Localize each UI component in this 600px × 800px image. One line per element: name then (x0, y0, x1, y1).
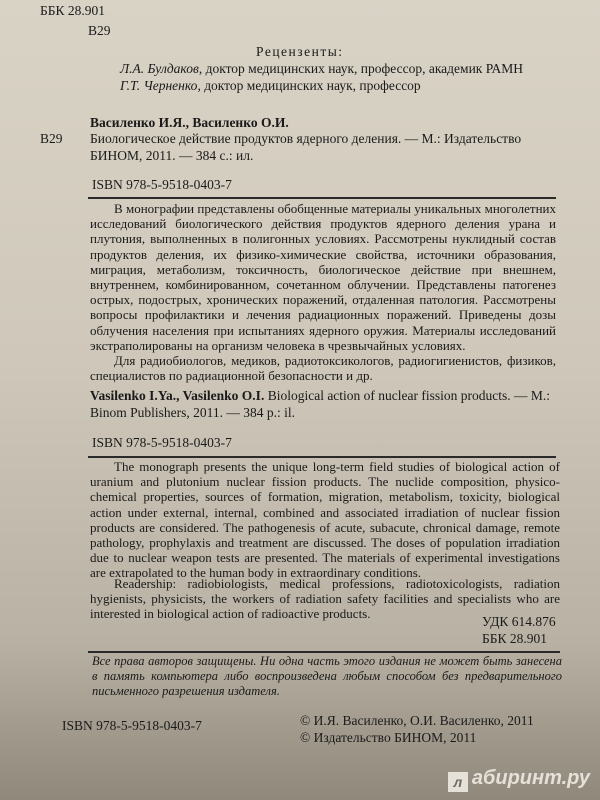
en-title: Biological action of nuclear fission products. — M.: (264, 388, 551, 403)
ru-library-code: В29 (40, 131, 63, 146)
udk-code: УДК 614.876 (482, 614, 556, 629)
bbk-code: ББК 28.901 (482, 631, 548, 646)
reviewers-title: Рецензенты: (256, 44, 344, 59)
en-isbn: ISBN 978-5-9518-0403-7 (92, 435, 232, 450)
reviewer-name: Л.А. Булдаков (120, 61, 199, 76)
labirint-logo-icon: л (448, 772, 468, 792)
reviewer-line-2 (120, 78, 421, 94)
reviewer-desc: , доктор медицинских наук, профессор, академик РАМН (198, 61, 524, 76)
reviewer-line-1 (120, 61, 523, 77)
copyright-authors: © И.Я. Василенко, О.И. Василенко, 2011 (300, 713, 534, 728)
divider (88, 456, 556, 458)
en-title-line-2: Binom Publishers, 2011. — 384 p.: il. (90, 405, 296, 420)
copyright-publisher: © Издательство БИНОМ, 2011 (300, 730, 477, 745)
library-code-top: В29 (88, 23, 111, 38)
reviewer-name: Г.Т. Черненко (120, 78, 198, 93)
watermark-text: абиринт.ру (471, 767, 590, 789)
ru-isbn: ISBN 978-5-9518-0403-7 (92, 177, 232, 192)
footer-isbn: ISBN 978-5-9518-0403-7 (62, 718, 202, 733)
divider (88, 651, 560, 653)
en-authors: Vasilenko I.Ya., Vasilenko O.I. (90, 388, 265, 403)
divider (88, 197, 556, 199)
bbk-code-top: ББК 28.901 (40, 3, 106, 18)
ru-abstract: В монографии представлены обобщенные материалы уникальных многолетних исследований биологического действия продуктов ядерного деления урана и плутония, выполненных в полигонных условиях. Рассмотрены нуклидный состав продуктов деления, их физико-химические свойства, источники образования, миграция, метаболизм, токсичность, биологическое действие при внешнем, внутреннем, комбинированном, сочетанном облучении. Представлены патогенез острых, подострых, хронических поражений, отдаленная патология. Рассмотрены вопросы профилактики и лечения радиационных поражений. Приведены дозы облучения населения при испытаниях ядерного оружия. Материалы исследований экстраполированы на организм человека в чрезвычайных условиях. (90, 201, 556, 353)
en-readership: Readership: radiobiologists, medical professions, radiotoxicologists, radiation hygienists, physicists, the workers of radiation safety facilities and specialists who are interested in biological action of radioactive products. (90, 576, 560, 622)
ru-title-line-2: БИНОМ, 2011. — 384 с.: ил. (90, 148, 254, 163)
ru-title-line-1: Биологическое действие продуктов ядерного деления. — М.: Издательство (90, 131, 522, 146)
en-abstract: The monograph presents the unique long-term field studies of biological action of uranium and plutonium nuclear fission products. The nuclide composition, physico-chemical properties, sources of formation, migration, metabolism, toxicity, biological action under external, internal, combined and associated irradiation of nuclear fission products are considered. The pathogenesis of acute, subacute, chronical damage, remote pathology, prophylaxis and treatment are discussed. The doses of population irradiation due to nuclear weapon tests are presented. The materials of experimental investigations are extrapolated to the human body in extraordinary conditions. (90, 459, 560, 581)
ru-authors: Василенко И.Я., Василенко О.И. (90, 115, 289, 130)
en-title-line-1 (90, 388, 550, 404)
watermark (448, 767, 590, 792)
ru-audience: Для радиобиологов, медиков, радиотоксикологов, радиогигиенистов, физиков, специалистов по радиационной безопасности и др. (90, 353, 556, 384)
rights-notice: Все права авторов защищены. Ни одна часть этого издания не может быть занесена в память компьютера либо воспроизведена любым способом без предварительного письменного разрешения издателя. (92, 654, 562, 698)
reviewer-desc: , доктор медицинских наук, профессор (197, 78, 421, 93)
